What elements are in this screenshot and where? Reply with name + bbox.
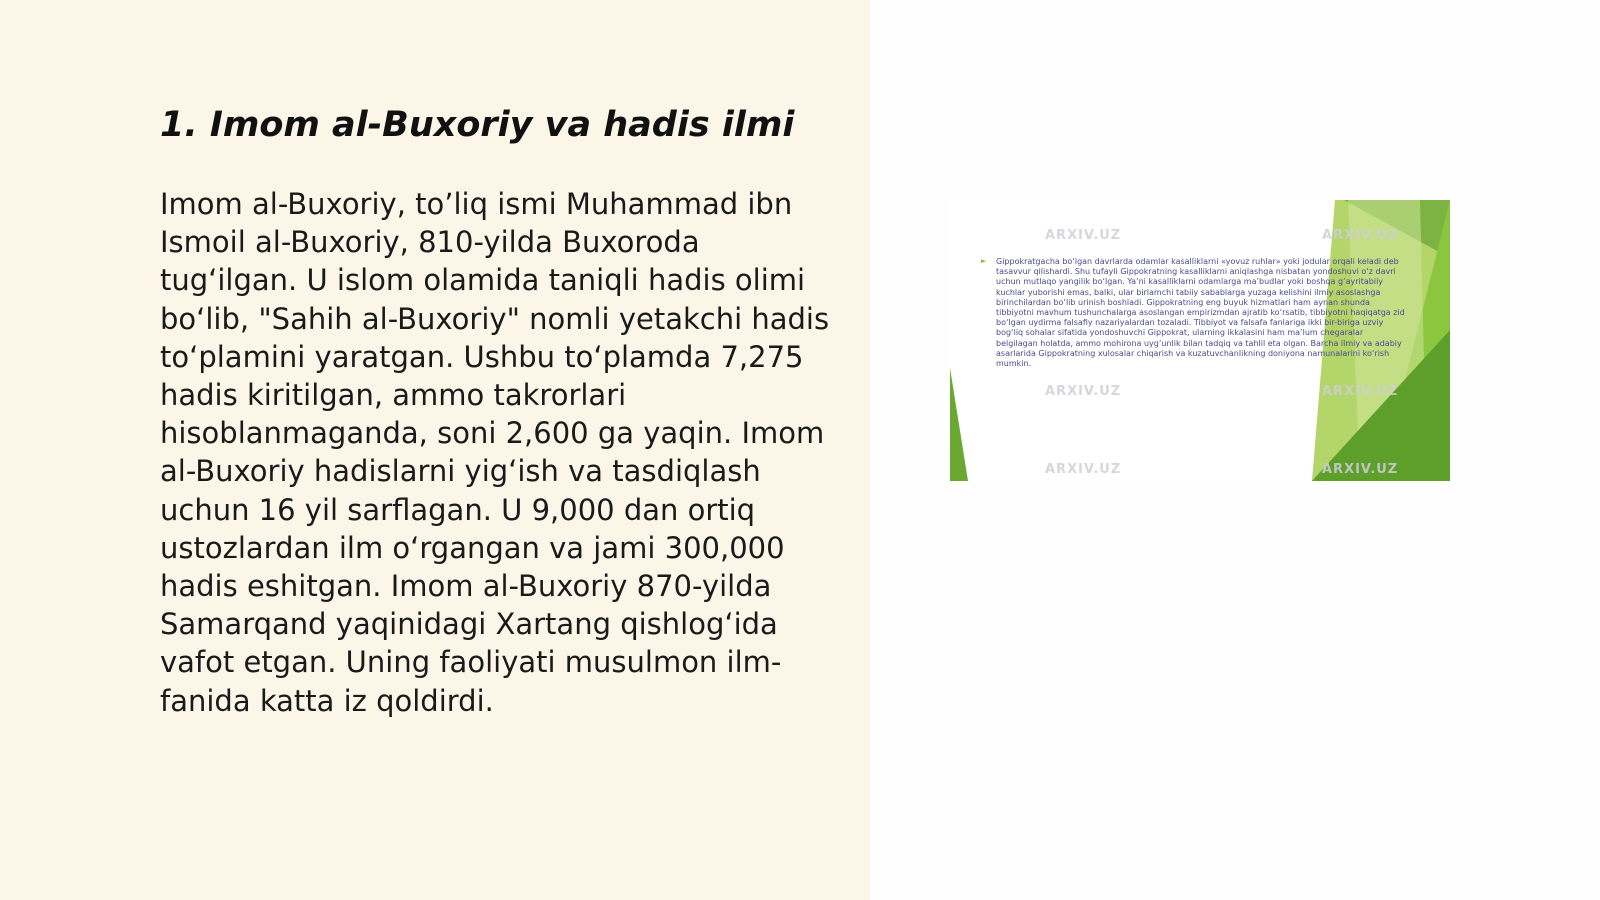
triangle-bullet-icon: ► (981, 257, 987, 265)
thumbnail-text: Gippokratgacha bo‘lgan davrlarda odamlar kasalliklarni «yovuz ruhlar» yoki jodular orqali keladi deb tasavvur qilishardi. Shu tufayli Gippokratning kasalliklarni aniqlashga nisbatan yondoshuvi o‘z davri uchun mutlaqo yangilik bo‘lgan. Ya’ni kasalliklarni odamlarga ma’budlar yoki boshqa g‘ayritabiiy kuchlar yuborishi emas, balki, ular birlamchi tabiiy sabablarga yuzaga kelishini ilmiy asoslashga birinchilardan bo‘lib urinish boshladi. Gippokratning eng buyuk hizmatlari ham aynan shunda tibbiyotni mavhum tushunchalarga asoslangan empirizmdan ajratib ko‘rsatib, tibbiyotni haqiqatga zid bo‘lgan uydirma falsafiy nazariyalardan tozaladi. Tibbiyot va falsafa fanlariga ikki bir-biriga uzviy bog‘liq sohalar sifatida yondoshuvchi Gippokrat, ularning ikkalasini ham ma’lum chegaralar belgilagan holatda, ammo mohirona uyg‘unlik bilan tadqiq va tahlil eta olgan. Barcha ilmiy va adabiy asarlarida Gippokratning xulosalar chiqarish va kuzatuvchanlikning doniyona namunalarini ko‘rish mumkin. (996, 257, 1405, 369)
watermark: ARXIV.UZ (1322, 462, 1399, 477)
slide-body-text: Imom al-Buxoriy, to’liq ismi Muhammad ibn Ismoil al-Buxoriy, 810-yilda Buxoroda tug‘ilgan. U islom olamida taniqli hadis olimi bo‘lib, "Sahih al-Buxoriy" nomli yetakchi hadis to‘plamini yaratgan. Ushbu to‘plamda 7,275 hadis kiritilgan, ammo takrorlari hisoblanmaganda, soni 2,600 ga yaqin. Imom al-Buxoriy hadislarni yig‘ish va tasdiqlash uchun 16 yil sarflagan. U 9,000 dan ortiq ustozlardan ilm o‘rgangan va jami 300,000 hadis eshitgan. Imom al-Buxoriy 870-yilda Samarqand yaqinidagi Xartang qishlog‘ida vafot etgan. Uning faoliyati musulmon ilm-fanida katta iz qoldirdi. (160, 187, 830, 718)
slide-thumbnail-image (950, 200, 1450, 481)
slide-title: 1. Imom al-Buxoriy va hadis ilmi (160, 105, 795, 145)
watermark: ARXIV.UZ (1322, 228, 1399, 243)
watermark: ARXIV.UZ (1045, 384, 1122, 399)
triangle-left (950, 368, 968, 481)
watermark: ARXIV.UZ (1045, 462, 1122, 477)
watermark: ARXIV.UZ (1045, 228, 1122, 243)
watermark: ARXIV.UZ (1322, 384, 1399, 399)
